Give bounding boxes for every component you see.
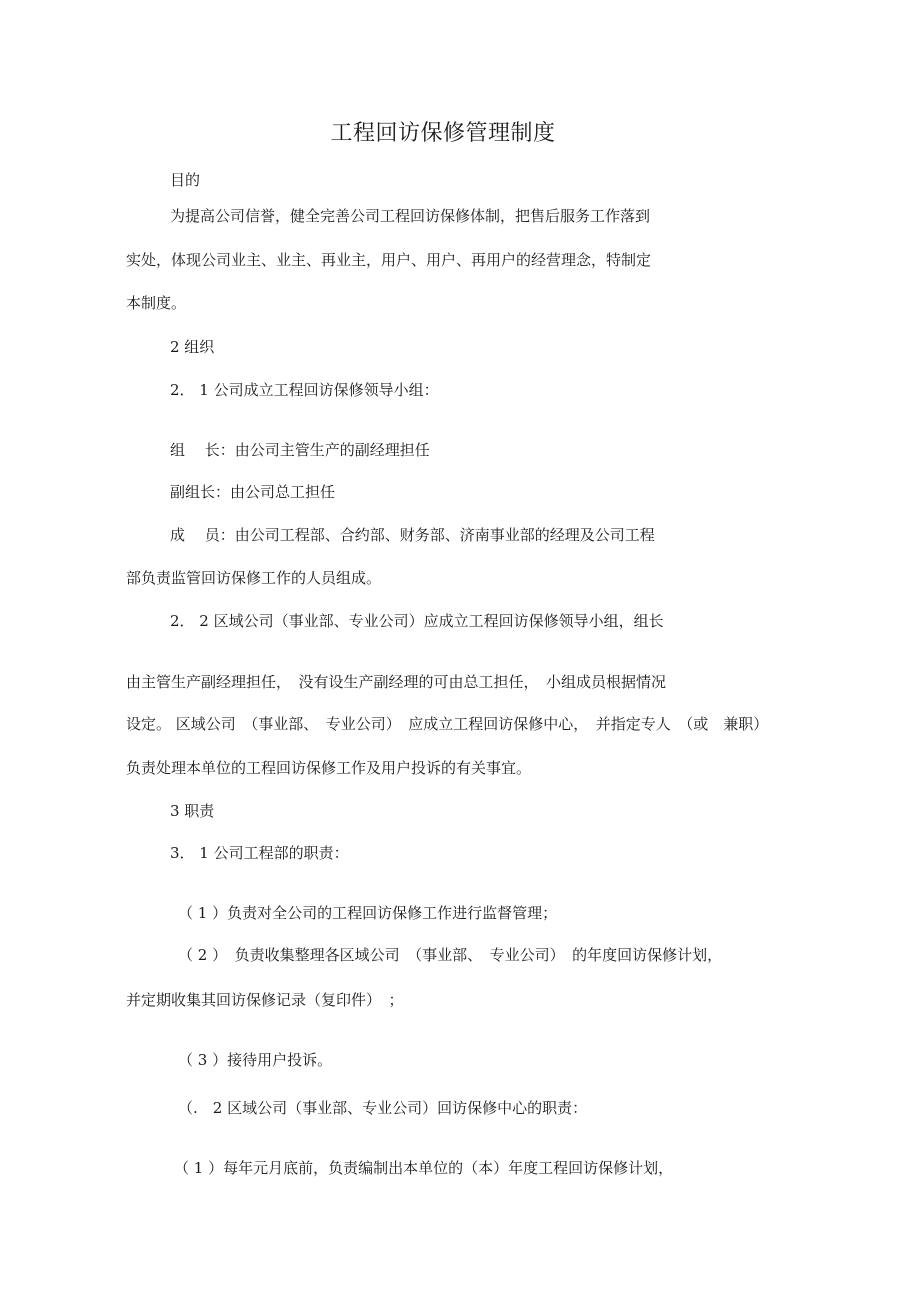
clause-2-2-line-4: 负责处理本单位的工程回访保修工作及用户投诉的有关事宜。: [126, 759, 532, 777]
item-3-1-2-line-2: 并定期收集其回访保修记录（复印件） ；: [126, 991, 404, 1009]
clause-2-2-line-3: 设定。 区域公司 （事业部、 专业公司） 应成立工程回访保修中心， 并指定专人 （或 兼职）: [126, 715, 769, 733]
item-3-2-1: （ 1 ）每年元月底前，负责编制出本单位的（本）年度工程回访保修计划，: [174, 1159, 674, 1177]
leader-line: 组 长：由公司主管生产的副经理担任: [170, 441, 430, 459]
members-line-1: 成 员：由公司工程部、合约部、财务部、济南事业部的经理及公司工程: [170, 526, 655, 544]
purpose-paragraph-line-2: 实处，体现公司业主、业主、再业主，用户、用户、再用户的经营理念，特制定: [126, 251, 652, 269]
section-organization-heading: 2 组织: [170, 338, 215, 356]
section-responsibilities-heading: 3 职责: [170, 802, 215, 820]
purpose-paragraph-line-1: 为提高公司信誉，健全完善公司工程回访保修体制，把售后服务工作落到: [170, 207, 651, 225]
item-3-1-3: （ 3 ）接待用户投诉。: [178, 1051, 333, 1069]
section-purpose-heading: 目的: [170, 171, 201, 189]
document-title: 工程回访保修管理制度: [330, 121, 556, 146]
clause-2-2-line-1: 2． 2 区域公司（事业部、专业公司）应成立工程回访保修领导小组，组长: [170, 612, 664, 630]
purpose-paragraph-line-3: 本制度。: [126, 294, 187, 312]
item-3-1-1: （ 1 ）负责对全公司的工程回访保修工作进行监督管理；: [178, 904, 558, 922]
clause-3-1: 3． 1 公司工程部的职责：: [170, 844, 349, 862]
item-3-1-2-line-1: （ 2 ） 负责收集整理各区域公司 （事业部、 专业公司） 的年度回访保修计划，: [178, 946, 723, 964]
clause-2-1: 2． 1 公司成立工程回访保修领导小组：: [170, 381, 439, 399]
deputy-leader-line: 副组长：由公司总工担任: [170, 483, 336, 501]
clause-3-2: （. 2 区域公司（事业部、专业公司）回访保修中心的职责：: [178, 1099, 588, 1117]
clause-2-2-line-2: 由主管生产副经理担任， 没有设生产副经理的可由总工担任， 小组成员根据情况: [126, 673, 667, 691]
members-line-2: 部负责监管回访保修工作的人员组成。: [126, 569, 382, 587]
